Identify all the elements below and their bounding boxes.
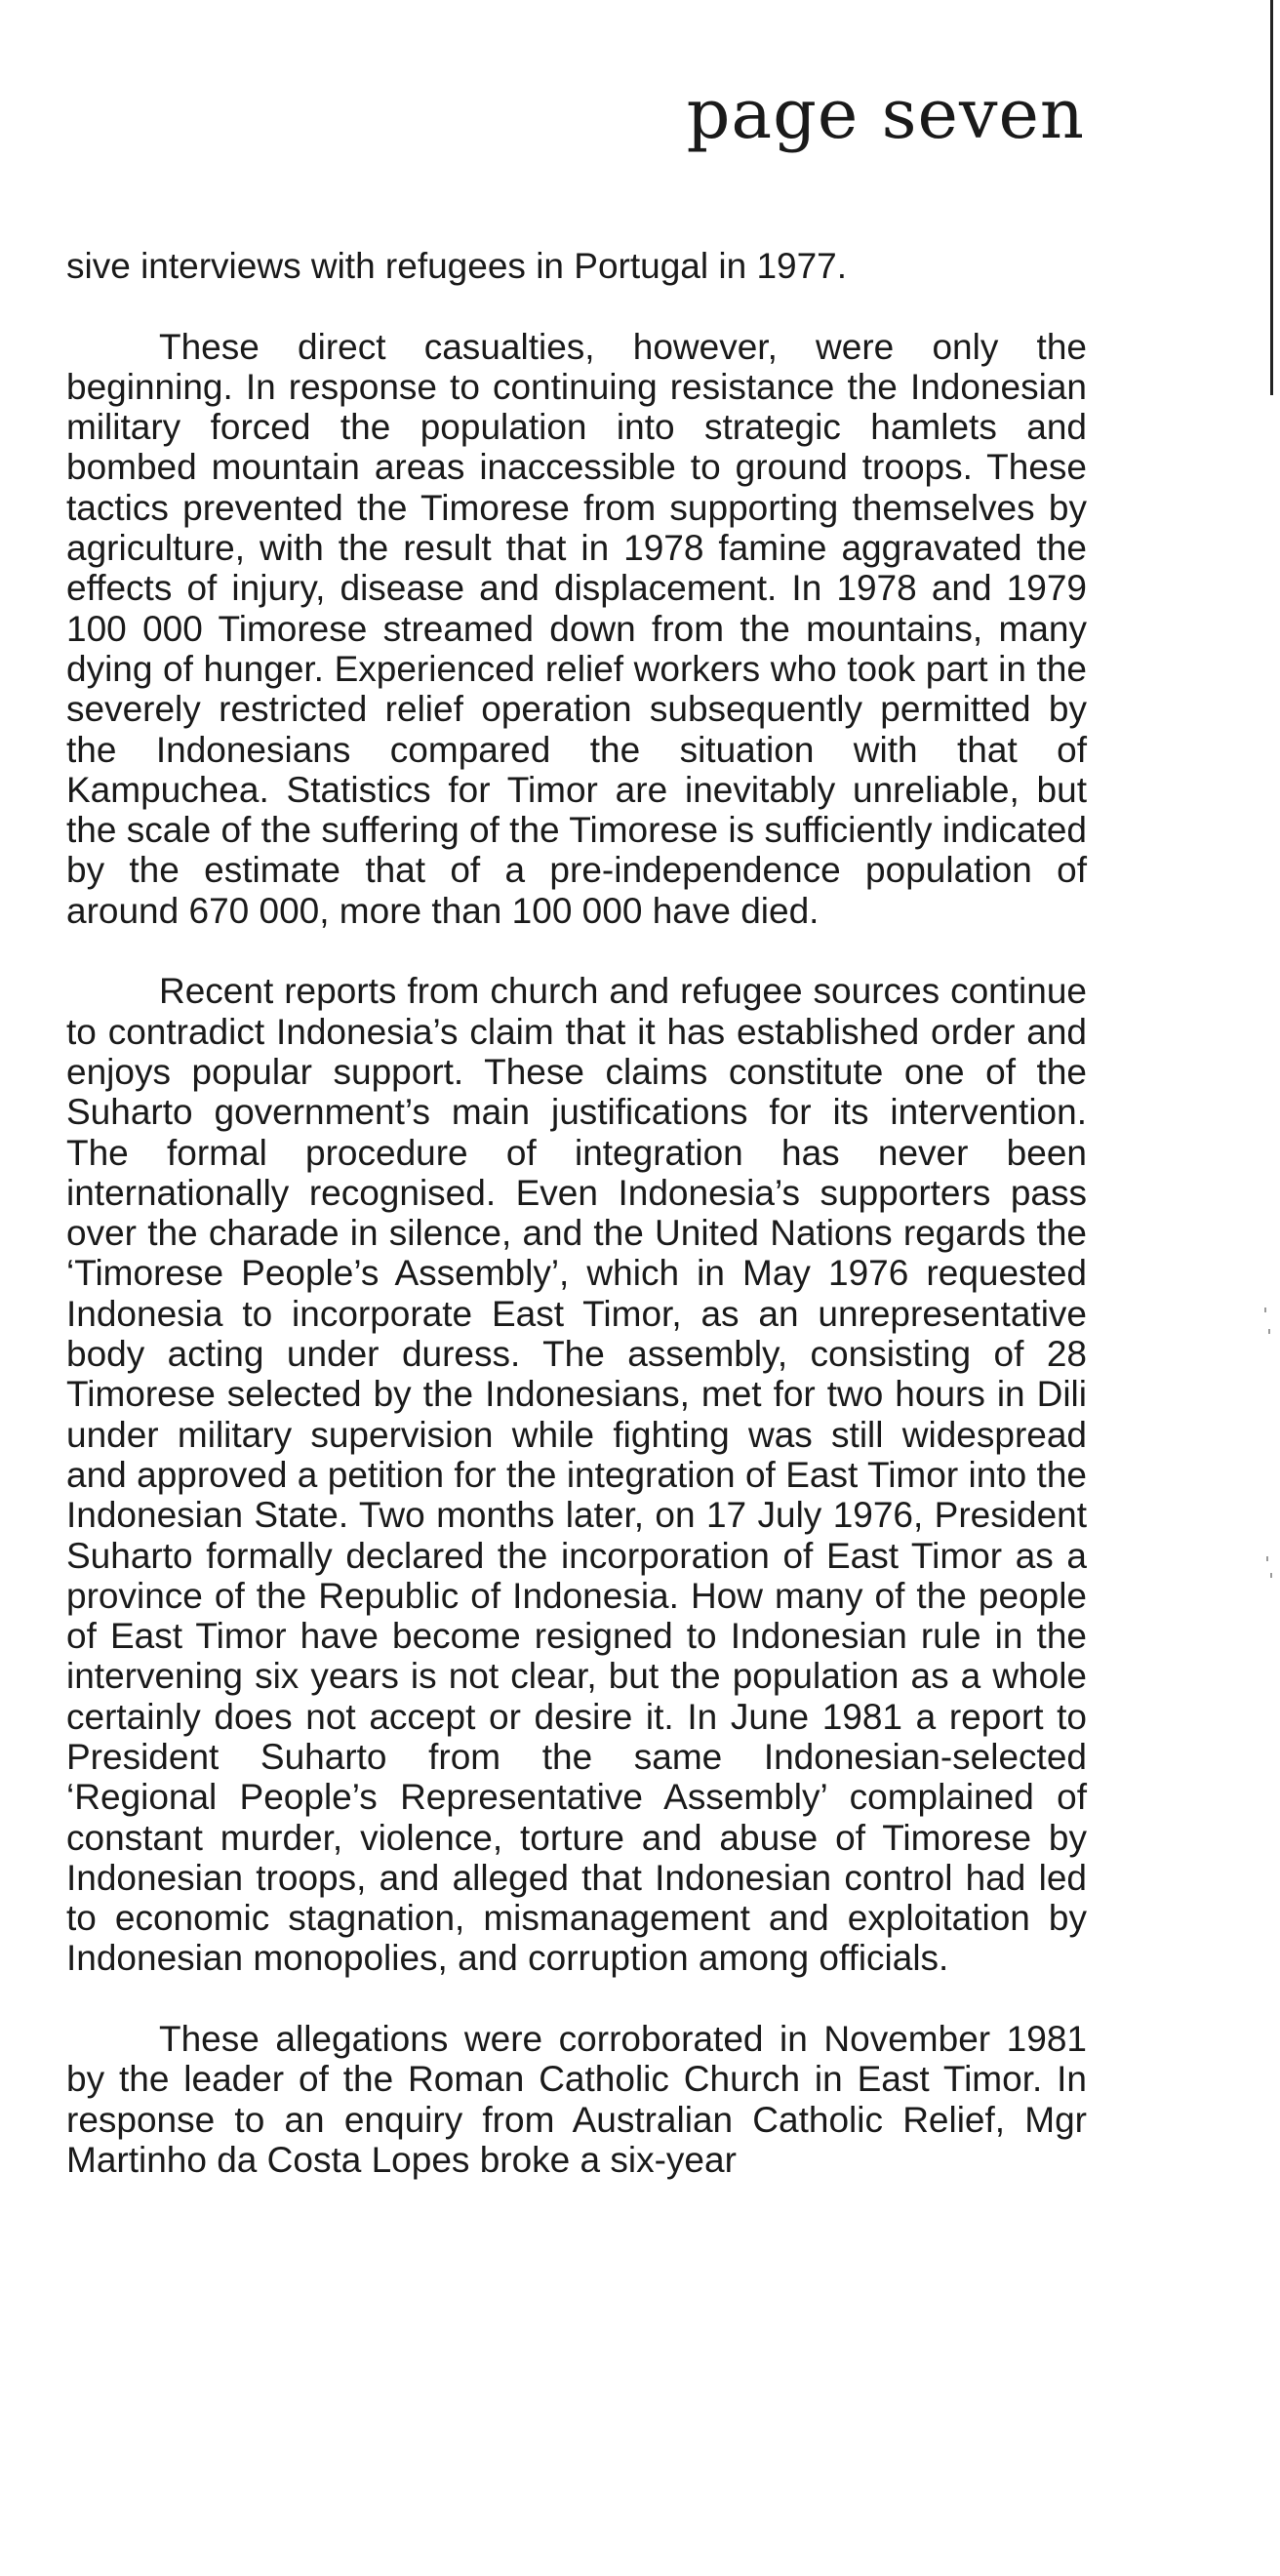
scan-speck <box>1268 1329 1270 1334</box>
paragraph-casualties: These direct casualties, however, were only the beginning. In response to continuing resistance the Indonesian military forced the population into strategic hamlets and bombed mountain areas inaccessible to ground troops. These tactics prevented the Timorese from supporting themselves by agriculture, with the result that in 1978 famine aggravated the effects of injury, disease and displacement. In 1978 and 1979 100 000 Timorese streamed down from the mountains, many dying of hunger. Experienced relief workers who took part in the severely restricted relief operation subsequently permitted by the Indonesians compared the situation with that of Kampuchea. Statistics for Timor are inevitably unreliable, but the scale of the suffering of the Timorese is sufficiently indicated by the estimate that of a pre-independence population of around 670 000, more than 100 000 have died. <box>66 326 1087 931</box>
page-number-header: page seven <box>686 74 1085 154</box>
scan-speck <box>1264 1308 1266 1312</box>
paragraph-continuation: sive interviews with refugees in Portugal in 1977. <box>66 246 848 286</box>
paragraph-allegations: These allegations were corroborated in November 1981 by the leader of the Roman Catholic Church in East Timor. In response to an enquiry from Australian Catholic Relief, Mgr Martinho da Costa Lopes broke a six-year <box>66 2019 1087 2180</box>
scan-speck <box>1266 1556 1268 1561</box>
page-edge-rule <box>1270 0 1273 395</box>
paragraph-recent-reports: Recent reports from church and refugee sources continue to contradict Indonesia’s claim that it has established order and enjoys popular support. These claims constitute one of the Suharto government’s main justifications for its intervention. The formal procedure of integration has never been internationally recognised. Even Indonesia’s supporters pass over the charade in silence, and the United Nations regards the ‘Timorese People’s Assembly’, which in May 1976 requested Indonesia to incorporate East Timor, as an unrepresentative body acting under duress. The assembly, consisting of 28 Timorese selected by the Indonesians, met for two hours in Dili under military supervision while fighting was still widespread and approved a petition for the integration of East Timor into the Indonesian State. Two months later, on 17 July 1976, President Suharto formally declared the incorporation of East Timor as a province of the Republic of Indonesia. How many of the people of East Timor have become resigned to Indonesian rule in the intervening six years is not clear, but the population as a whole certainly does not accept or desire it. In June 1981 a report to President Suharto from the same Indonesian-selected ‘Regional People’s Representative Assembly’ complained of constant murder, violence, torture and abuse of Timorese by Indonesian troops, and alleged that Indonesian control had led to economic stagnation, mismanagement and exploitation by Indonesian monopolies, and corruption among officials. <box>66 971 1087 1979</box>
article-body <box>66 246 1087 2180</box>
scan-speck <box>1270 1573 1272 1578</box>
